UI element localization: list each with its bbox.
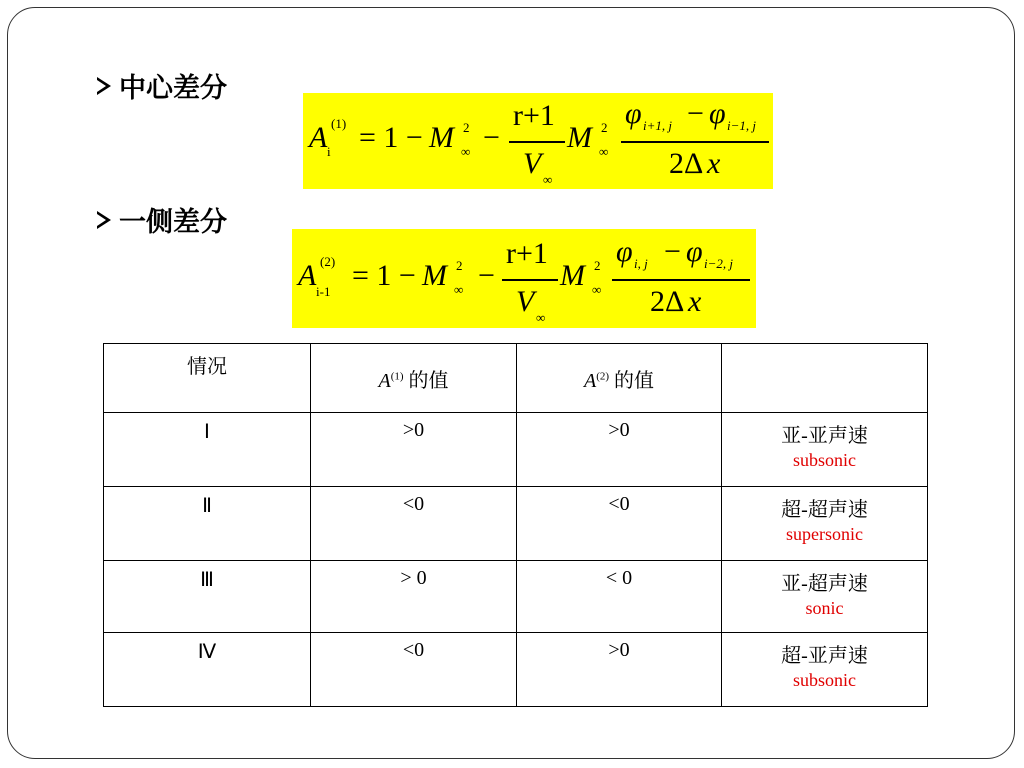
formula-fraction-den: V	[523, 147, 542, 180]
fraction-bar	[612, 279, 750, 281]
formula-lhs-symbol: A	[298, 259, 317, 292]
fraction-bar	[621, 141, 769, 143]
bullet-label: 中心差分	[119, 73, 227, 104]
header-a1	[311, 344, 517, 413]
formula-den2: 2Δ	[669, 147, 704, 180]
formula-phi-minus: −	[687, 97, 704, 130]
table-row	[104, 487, 928, 561]
cell-type	[722, 633, 928, 707]
formula-phi-b: φ	[709, 97, 726, 130]
formula-m2: M	[567, 121, 592, 154]
formula-lhs-sub: i-1	[316, 284, 331, 299]
formula-phi-a: φ	[616, 235, 633, 268]
arrow-bullet-icon	[97, 211, 111, 229]
header-a1-label: 的值	[408, 369, 449, 392]
formula-m1-sub: ∞	[461, 144, 471, 159]
formula-minus: −	[483, 121, 500, 154]
cell-type-cn: 超-超声速	[781, 499, 868, 521]
cell-type-en: supersonic	[786, 524, 863, 544]
header-a2-symbol: A	[583, 369, 597, 392]
cell-case: Ⅳ	[104, 633, 311, 707]
cell-case: Ⅰ	[104, 413, 311, 487]
formula-phi-b: φ	[686, 235, 703, 268]
formula-phi-a-sub: i, j	[634, 256, 648, 271]
formula-phi-a-sub: i+1, j	[643, 118, 672, 133]
cell-a1: <0	[311, 487, 517, 561]
fraction-bar	[509, 141, 565, 143]
formula-phi-minus: −	[664, 235, 681, 268]
formula-den-sub: ∞	[543, 172, 553, 187]
cell-a2: >0	[517, 413, 722, 487]
formula-phi-b-sub: i−1, j	[727, 118, 756, 133]
bullet-one-sided-difference	[97, 200, 227, 239]
formula-den-sub: ∞	[536, 310, 546, 325]
header-a2	[517, 344, 722, 413]
formula-lhs-sup: (1)	[331, 116, 347, 131]
formula-one-sided	[292, 229, 756, 328]
bullet-label: 一侧差分	[119, 207, 227, 238]
cell-a1: >0	[311, 413, 517, 487]
formula-den2-var: x	[688, 285, 702, 318]
cell-a1: > 0	[311, 561, 517, 633]
formula-m1-sup: 2	[456, 258, 463, 273]
formula-m2-sup: 2	[601, 120, 608, 135]
formula-m2-sup: 2	[594, 258, 601, 273]
cell-type-en: subsonic	[793, 450, 856, 470]
cell-type-cn: 超-亚声速	[781, 645, 868, 667]
formula-m1-sub: ∞	[454, 282, 464, 297]
cell-case: Ⅱ	[104, 487, 311, 561]
formula-central	[303, 93, 773, 189]
header-a2-label: 的值	[614, 369, 655, 392]
fraction-bar	[502, 279, 558, 281]
formula-lhs-sub: i	[327, 144, 331, 159]
formula-m1: M	[429, 121, 454, 154]
header-a1-symbol: A	[378, 369, 391, 392]
header-a2-sup: (2)	[596, 369, 610, 382]
formula-equals: = 1 −	[352, 259, 416, 292]
formula-m1: M	[422, 259, 447, 292]
formula-fraction-num: r+1	[506, 237, 548, 270]
formula-minus: −	[478, 259, 495, 292]
bullet-central-difference	[97, 66, 227, 105]
formula-den2-var: x	[707, 147, 721, 180]
cell-type-cn: 亚-亚声速	[781, 425, 868, 447]
cell-type	[722, 413, 928, 487]
cell-type-en: sonic	[805, 598, 844, 618]
cell-type	[722, 561, 928, 633]
formula-equals: = 1 −	[359, 121, 423, 154]
table-header-row	[104, 344, 928, 413]
header-empty	[722, 344, 928, 413]
formula-fraction-den: V	[516, 285, 535, 318]
header-case-label: 情况	[187, 356, 227, 378]
formula-fraction-num: r+1	[513, 99, 555, 132]
formula-m1-sup: 2	[463, 120, 470, 135]
cell-case: Ⅲ	[104, 561, 311, 633]
table-row	[104, 561, 928, 633]
arrow-bullet-icon	[97, 77, 111, 95]
cell-a2: < 0	[517, 561, 722, 633]
cell-a2: <0	[517, 487, 722, 561]
table-row	[104, 633, 928, 707]
header-a1-sup: (1)	[390, 369, 404, 382]
formula-m2: M	[560, 259, 585, 292]
formula-m2-sub: ∞	[599, 144, 609, 159]
cell-a2: >0	[517, 633, 722, 707]
formula-m2-sub: ∞	[592, 282, 602, 297]
comparison-table	[103, 343, 928, 707]
formula-lhs-sup: (2)	[320, 254, 336, 269]
formula-den2: 2Δ	[650, 285, 685, 318]
table-row	[104, 413, 928, 487]
formula-phi-a: φ	[625, 97, 642, 130]
cell-a1: <0	[311, 633, 517, 707]
header-case	[104, 344, 311, 413]
formula-phi-b-sub: i−2, j	[704, 256, 733, 271]
cell-type-en: subsonic	[793, 670, 856, 690]
cell-type-cn: 亚-超声速	[781, 573, 868, 595]
formula-lhs-symbol: A	[309, 121, 328, 154]
cell-type	[722, 487, 928, 561]
